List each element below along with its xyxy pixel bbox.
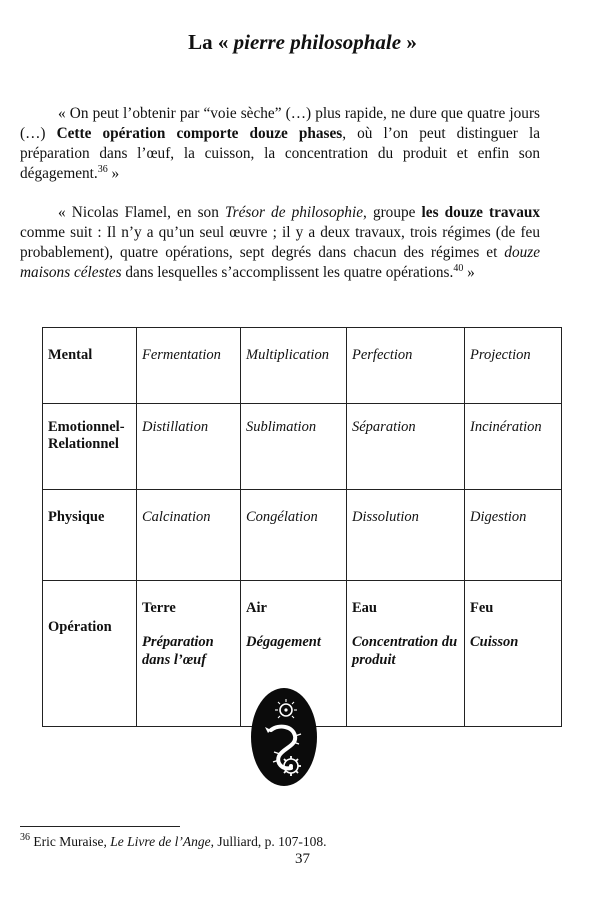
table-cell: Calcination xyxy=(137,490,241,581)
quote-paragraph-1: « On peut l’obtenir par “voie sèche” (…) plus rapide, ne dure que quatre jours (…) Cette opération comporte douze phases, où l’on peut distinguer la préparation dans l’œuf, la cuisson, la concentration du produit et enfin son dégagement.$^{36}$ » xyxy=(20,105,540,182)
table-cell: Dissolution xyxy=(347,490,465,581)
table-cell: Digestion xyxy=(465,490,562,581)
table-cell: Projection xyxy=(465,328,562,404)
table-cell: Incinération xyxy=(465,404,562,490)
element-label: Air xyxy=(246,600,267,616)
table-row-emotionnel xyxy=(43,404,562,490)
table-cell: Sublimation xyxy=(241,404,347,490)
row-header: Physique xyxy=(43,490,137,581)
alchemy-table xyxy=(42,327,562,727)
table-row-mental xyxy=(43,328,562,404)
table-cell: Distillation xyxy=(137,404,241,490)
operation-action: Dégagement xyxy=(246,634,321,650)
footnote-ref: 40 xyxy=(453,263,464,274)
page-title: La « pierre philosophale » xyxy=(188,30,417,54)
row-header: Mental xyxy=(43,328,137,404)
table-row-physique xyxy=(43,490,562,581)
table-cell: Congélation xyxy=(241,490,347,581)
operation-action: Préparation dans l’œuf xyxy=(142,634,214,668)
quote-paragraph-2: « Nicolas Flamel, en son Trésor de philosophie, groupe les douze travaux comme suit : Il n’y a qu’un seul œuvre ; il y a deux travaux, trois régimes (de feu probablement), quatre opérations, sept degrés dans chacun des régimes et douze maisons célestes dans lesquelles s’accomplissent les quatre opérations.$^{40}$ » xyxy=(20,204,541,281)
table-cell: Perfection xyxy=(347,328,465,404)
footnote-divider xyxy=(20,826,180,827)
operation-action: Cuisson xyxy=(470,634,519,650)
element-label: Terre xyxy=(142,600,176,616)
element-label: Feu xyxy=(470,600,494,616)
operation-action: Concentration du produit xyxy=(352,634,458,668)
table-cell xyxy=(465,581,562,727)
table-cell: Fermentation xyxy=(137,328,241,404)
table-cell xyxy=(137,581,241,727)
page-number: 37 xyxy=(295,851,310,867)
table-cell xyxy=(347,581,465,727)
row-header: Opération xyxy=(43,581,137,727)
footnote: $^{36}$ Eric Muraise, Le Livre de l’Ange, Julliard, p. 107-108. xyxy=(20,832,327,849)
table-cell: Séparation xyxy=(347,404,465,490)
ouroboros-emblem-icon xyxy=(249,686,319,793)
table-cell: Multiplication xyxy=(241,328,347,404)
element-label: Eau xyxy=(352,600,377,616)
footnote-ref: 36 xyxy=(97,164,108,175)
row-header: Emotionnel-Relationnel xyxy=(43,404,137,490)
